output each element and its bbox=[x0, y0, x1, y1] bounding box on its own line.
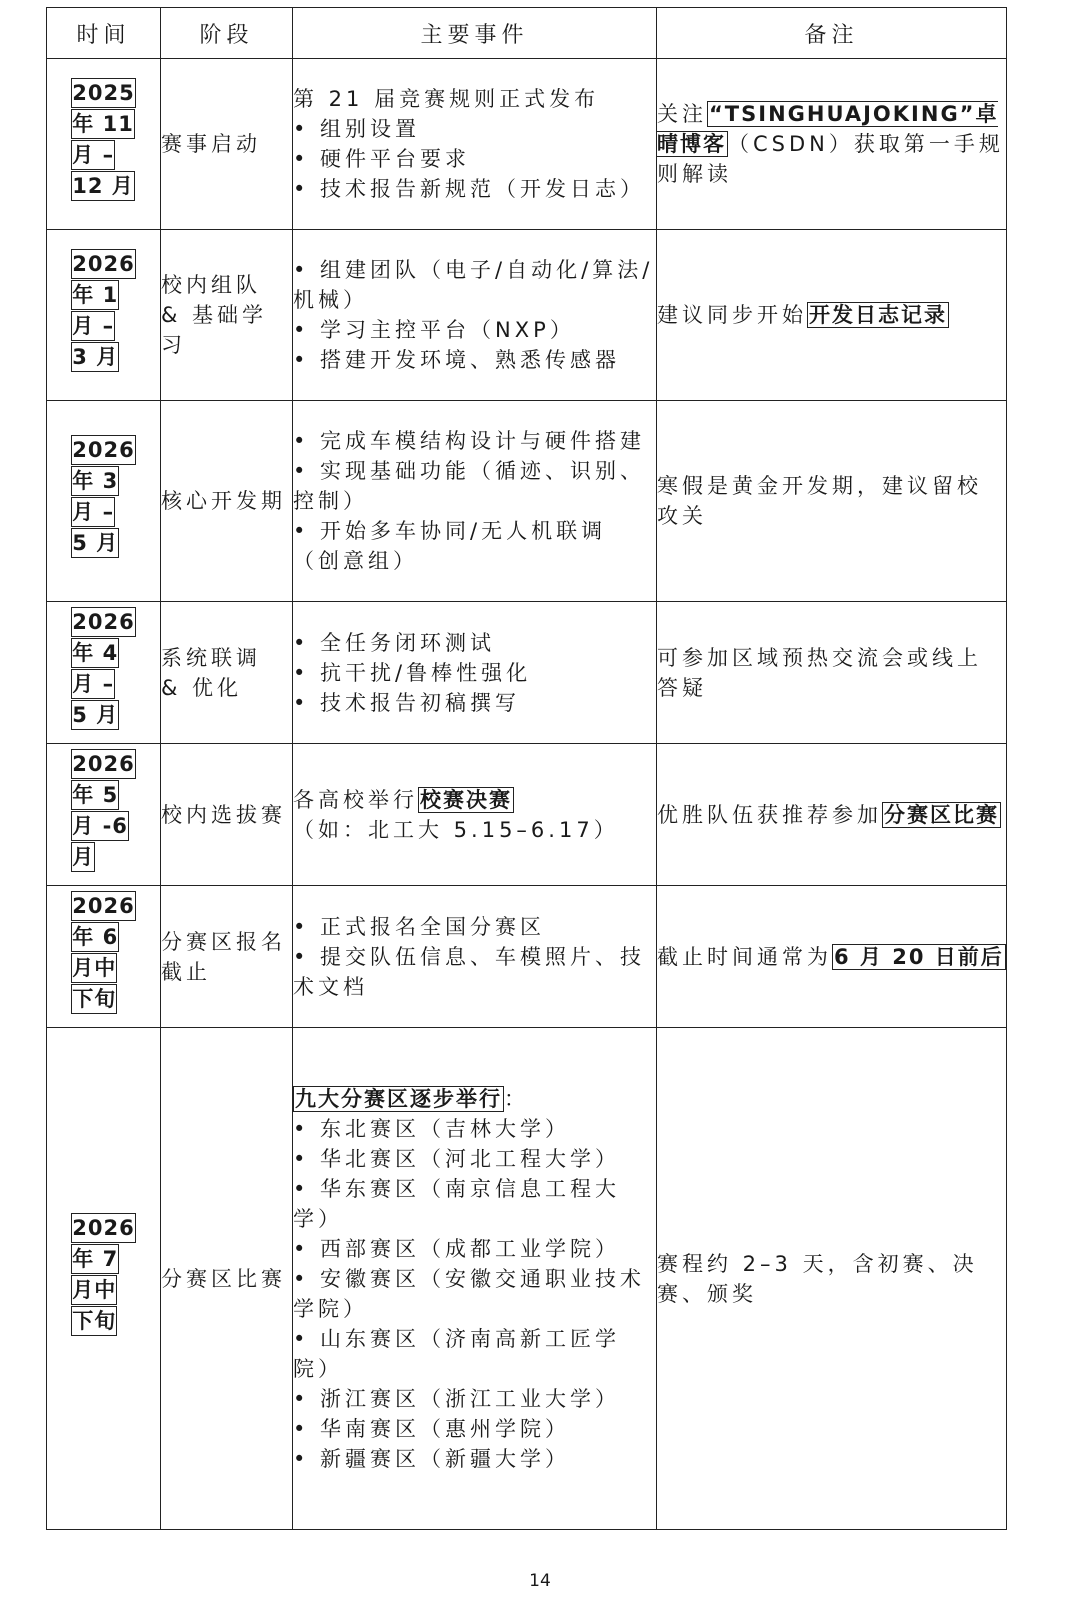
event-line: • 硬件平台要求 bbox=[293, 147, 471, 171]
time-line: 月 – bbox=[71, 311, 115, 341]
notes-highlight: 6 月 20 日前后 bbox=[834, 944, 1004, 969]
event-highlight: 九大分赛区逐步举行 bbox=[295, 1086, 502, 1111]
event-line: • 完成车模结构设计与硬件搭建 bbox=[293, 429, 646, 453]
header-events: 主要事件 bbox=[293, 8, 657, 59]
schedule-table bbox=[46, 7, 1007, 1530]
event-line: • 浙江赛区（浙江工业大学） bbox=[293, 1386, 621, 1411]
time-line: 年 5 bbox=[71, 780, 119, 810]
event-line: • 新疆赛区（新疆大学） bbox=[293, 1446, 571, 1471]
notes-text: 寒假是黄金开发期，建议留校攻关 bbox=[657, 474, 982, 528]
stage-cell: 分赛区比赛 bbox=[161, 1028, 293, 1530]
event-line: • 安徽赛区（安徽交通职业技术学院） bbox=[293, 1266, 646, 1321]
time-cell bbox=[47, 602, 161, 744]
event-line: • 提交队伍信息、车模照片、技术文档 bbox=[293, 944, 646, 999]
event-line: • 华东赛区（南京信息工程大学） bbox=[293, 1176, 621, 1231]
header-notes: 备注 bbox=[657, 8, 1007, 59]
time-line: 下旬 bbox=[71, 1306, 117, 1336]
time-cell bbox=[47, 886, 161, 1028]
event-line: • 华北赛区（河北工程大学） bbox=[293, 1146, 621, 1171]
notes-cell bbox=[657, 59, 1007, 230]
table-row bbox=[47, 744, 1007, 886]
event-line: 第 21 届竞赛规则正式发布 bbox=[293, 87, 600, 111]
time-line: 5 月 bbox=[71, 528, 119, 558]
event-line: • 华南赛区（惠州学院） bbox=[293, 1416, 571, 1441]
notes-cell bbox=[657, 401, 1007, 602]
time-line: 年 6 bbox=[71, 922, 119, 952]
time-line: 年 11 bbox=[71, 109, 135, 139]
time-line: 月 bbox=[71, 842, 95, 872]
events-cell bbox=[293, 59, 657, 230]
notes-highlight: 分赛区比赛 bbox=[884, 802, 999, 827]
time-line: 月 – bbox=[71, 497, 115, 527]
header-stage: 阶段 bbox=[161, 8, 293, 59]
time-line: 3 月 bbox=[71, 342, 119, 372]
table-row bbox=[47, 59, 1007, 230]
notes-cell bbox=[657, 602, 1007, 744]
event-line: • 学习主控平台（NXP） bbox=[293, 318, 575, 342]
time-line: 2026 bbox=[71, 749, 135, 779]
notes-text: 建议同步开始 bbox=[657, 303, 807, 327]
time-line: 2026 bbox=[71, 1213, 135, 1243]
table-row bbox=[47, 1028, 1007, 1530]
time-line: 2026 bbox=[71, 249, 135, 279]
event-line: • 开始多车协同/无人机联调（创意组） bbox=[293, 519, 607, 573]
time-cell bbox=[47, 401, 161, 602]
time-line: 2026 bbox=[71, 607, 135, 637]
time-line: 年 7 bbox=[71, 1244, 119, 1274]
notes-text: 截止时间通常为 bbox=[657, 944, 832, 969]
time-line: 5 月 bbox=[71, 700, 119, 730]
notes-text: 可参加区域预热交流会或线上答疑 bbox=[657, 645, 982, 700]
time-line: 月中 bbox=[71, 953, 117, 983]
table-row bbox=[47, 401, 1007, 602]
notes-text: 关注 bbox=[657, 102, 707, 126]
notes-text: （CSDN）获取第一手规则解读 bbox=[657, 132, 1004, 186]
stage-cell: 赛事启动 bbox=[161, 59, 293, 230]
stage-cell: 校内组队 & 基础学习 bbox=[161, 230, 293, 401]
time-cell bbox=[47, 230, 161, 401]
table-row bbox=[47, 602, 1007, 744]
stage-cell: 分赛区报名截止 bbox=[161, 886, 293, 1028]
notes-text: 优胜队伍获推荐参加 bbox=[657, 802, 882, 827]
events-cell bbox=[293, 401, 657, 602]
events-cell bbox=[293, 744, 657, 886]
event-highlight: 校赛决赛 bbox=[420, 787, 512, 812]
notes-highlight: 开发日志记录 bbox=[809, 303, 947, 327]
notes-cell bbox=[657, 886, 1007, 1028]
time-line: 2025 bbox=[71, 78, 135, 108]
time-cell bbox=[47, 59, 161, 230]
events-cell bbox=[293, 1028, 657, 1530]
time-line: 2026 bbox=[71, 435, 135, 465]
stage-cell: 校内选拔赛 bbox=[161, 744, 293, 886]
time-cell bbox=[47, 744, 161, 886]
notes-cell bbox=[657, 230, 1007, 401]
header-row bbox=[47, 8, 1007, 59]
page-number: 14 bbox=[529, 1571, 551, 1591]
event-line: • 西部赛区（成都工业学院） bbox=[293, 1236, 621, 1261]
time-cell bbox=[47, 1028, 161, 1530]
time-line: 月 -6 bbox=[71, 811, 129, 841]
notes-cell bbox=[657, 744, 1007, 886]
event-text: 各高校举行 bbox=[293, 787, 418, 812]
events-cell bbox=[293, 230, 657, 401]
events-cell bbox=[293, 886, 657, 1028]
event-line: （如：北工大 5.15–6.17） bbox=[293, 817, 619, 842]
time-line: 下旬 bbox=[71, 984, 117, 1014]
events-cell bbox=[293, 602, 657, 744]
time-line: 12 月 bbox=[71, 171, 135, 201]
table-row bbox=[47, 230, 1007, 401]
event-line: • 组别设置 bbox=[293, 117, 421, 141]
table-row bbox=[47, 886, 1007, 1028]
time-line: 月 – bbox=[71, 140, 115, 170]
event-line: • 组建团队（电子/自动化/算法/机械） bbox=[293, 258, 654, 312]
event-line: • 山东赛区（济南高新工匠学院） bbox=[293, 1326, 621, 1381]
header-time: 时间 bbox=[47, 8, 161, 59]
notes-text: 赛程约 2–3 天，含初赛、决赛、颁奖 bbox=[657, 1251, 978, 1306]
event-line: • 抗干扰/鲁棒性强化 bbox=[293, 660, 532, 685]
time-line: 月中 bbox=[71, 1275, 117, 1305]
event-line: • 技术报告新规范（开发日志） bbox=[293, 177, 646, 201]
event-line: • 技术报告初稿撰写 bbox=[293, 690, 521, 715]
notes-cell bbox=[657, 1028, 1007, 1530]
time-line: 月 – bbox=[71, 669, 115, 699]
event-text: ： bbox=[504, 1086, 529, 1111]
event-line: • 实现基础功能（循迹、识别、控制） bbox=[293, 459, 646, 513]
time-line: 年 4 bbox=[71, 638, 119, 668]
event-line: • 全任务闭环测试 bbox=[293, 630, 496, 655]
notes-highlight: “TSINGHUAJOKING”卓晴博客 bbox=[657, 102, 999, 156]
event-line: • 正式报名全国分赛区 bbox=[293, 914, 546, 939]
stage-cell: 核心开发期 bbox=[161, 401, 293, 602]
event-line: • 搭建开发环境、熟悉传感器 bbox=[293, 348, 621, 372]
time-line: 2026 bbox=[71, 891, 135, 921]
time-line: 年 1 bbox=[71, 280, 119, 310]
event-line: • 东北赛区（吉林大学） bbox=[293, 1116, 571, 1141]
schedule-page bbox=[46, 7, 1006, 1530]
stage-cell: 系统联调 & 优化 bbox=[161, 602, 293, 744]
time-line: 年 3 bbox=[71, 466, 119, 496]
